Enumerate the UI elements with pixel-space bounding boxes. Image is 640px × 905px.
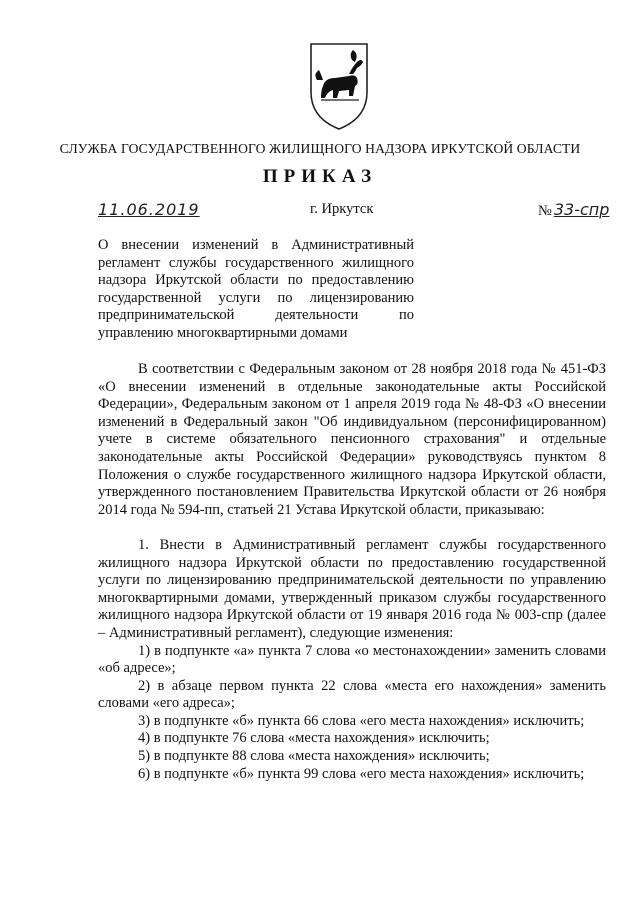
preamble-paragraph: В соответствии с Федеральным законом от 28 ноября 2018 года № 451-ФЗ «О внесении изменений в отдельные законодательные акты Российской Федерации», Федеральным законом от 1 апреля 2019 года № 48-ФЗ «О внесении изменений в Федеральный закон "Об индивидуальном (персонифицированном) учете в системе обязательного пенсионного страхования" и отдельные законодательные акты Российской Федерации» руководствуясь пунктом 8 Положения о службе государственного жилищного надзора Иркутской области, утвержденного постановлением Правительства Иркутской области от 26 ноября 2014 года № 594-пп, статьей 21 Устава Иркутской области, приказываю: [98,361,606,518]
organization-title: СЛУЖБА ГОСУДАРСТВЕННОГО ЖИЛИЩНОГО НАДЗОРА ИРКУТСКОЙ ОБЛАСТИ [59,141,581,156]
document-type-title: ПРИКАЗ [262,166,378,187]
subitem-2: 2) в абзаце первом пункта 22 слова «места его нахождения» заменить словами «его адреса»; [98,677,606,712]
number-value: 33-спр [553,200,610,219]
subitem-5: 5) в подпункте 88 слова «места нахождения» исключить; [138,748,490,765]
item-1-paragraph: 1. Внести в Административный регламент службы государственного жилищного надзора Иркутской области по предоставлению государственной услуги по лицензированию предпринимательской деятельности по управлению многоквартирными домами, утвержденный приказом службы государственного жилищного надзора Иркутской области от 19 января 2016 года № 003-спр (далее – Административный регламент), следующие изменения: [98,536,606,641]
number-prefix: № [538,203,552,219]
subitem-1: 1) в подпункте «а» пункта 7 слова «о местонахождении» заменить словами «об адресе»; [98,642,606,677]
order-body [98,361,606,783]
document-city: г. Иркутск [310,201,374,217]
document-number [538,200,609,220]
document-date: 11.06.2019 [98,200,200,219]
subitem-3: 3) в подпункте «б» пункта 66 слова «его места нахождения» исключить; [138,712,585,729]
subitem-6: 6) в подпункте «б» пункта 99 слова «его места нахождения» исключить; [138,765,585,782]
order-subject: О внесении изменений в Административный регламент службы государственного жилищного надзора Иркутской области по предоставлению государственной услуги по лицензированию предпринимательской деятельности по управлению многоквартирными домами [98,237,414,341]
coat-of-arms-icon [305,40,373,132]
subitem-4: 4) в подпункте 76 слова «места нахождения» исключить; [138,730,490,747]
